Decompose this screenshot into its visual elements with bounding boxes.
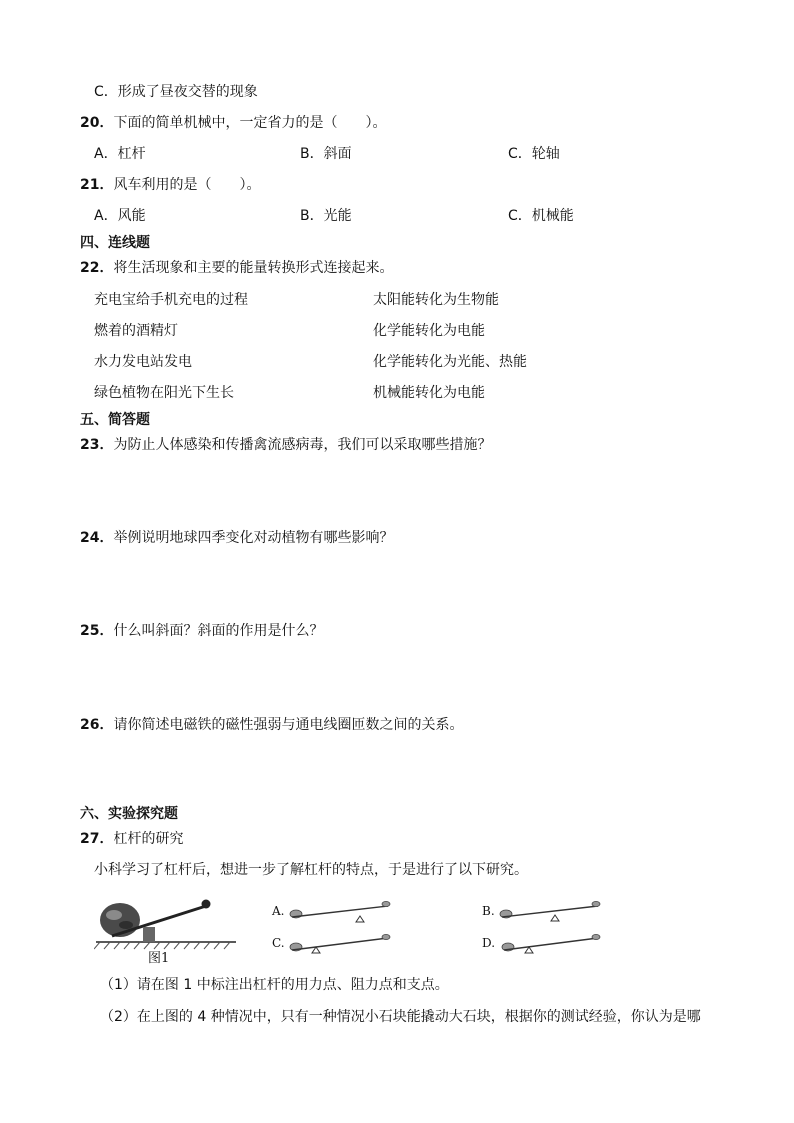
question-20-number: 20． [80, 115, 114, 131]
section-6-title: 六、实验探究题 [80, 806, 178, 822]
question-23-text: 为防止人体感染和传播禽流感病毒，我们可以采取哪些措施？ [113, 437, 492, 453]
q20-option-a: A．杠杆 [94, 146, 146, 162]
question-25-text: 什么叫斜面？斜面的作用是什么？ [113, 623, 324, 639]
question-21-number: 21． [80, 177, 114, 193]
small-stone-shape [382, 901, 390, 906]
match-right-item: 化学能转化为光能、热能 [373, 354, 527, 370]
section-4-title: 四、连线题 [80, 235, 150, 251]
question-25-number: 25． [80, 623, 114, 639]
fulcrum-triangle-shape [525, 947, 533, 953]
lever-option-d [482, 934, 600, 953]
fulcrum-block-shape [143, 927, 155, 942]
option-d-label: D. [482, 936, 496, 950]
q21-option-b: B．光能 [300, 208, 352, 224]
question-27-text: 杠杆的研究 [113, 831, 184, 847]
question-27-intro: 小科学习了杠杆后，想进一步了解杠杆的特点，于是进行了以下研究。 [94, 862, 528, 878]
q20-option-c: C．轮轴 [508, 146, 560, 162]
question-26 [80, 715, 463, 735]
q21-option-a: A．风能 [94, 208, 146, 224]
question-24-number: 24． [80, 530, 114, 546]
option-b-label: B. [482, 904, 495, 918]
match-left-item: 水力发电站发电 [94, 354, 192, 370]
match-left-item: 充电宝给手机充电的过程 [94, 292, 248, 308]
section-5-title: 五、简答题 [80, 412, 150, 428]
lever-option-c [272, 934, 390, 953]
question-27-sub-1: （1）请在图 1 中标注出杠杆的用力点、阻力点和支点。 [100, 977, 449, 993]
match-right-item: 太阳能转化为生物能 [373, 292, 499, 308]
option-a-label: A. [272, 904, 285, 918]
lever-figure [94, 892, 614, 964]
figure-1-lever-photo [94, 900, 236, 965]
question-22-text: 将生活现象和主要的能量转换形式连接起来。 [113, 260, 394, 276]
question-27-number: 27． [80, 831, 114, 847]
lever-option-b [482, 901, 600, 921]
question-27-sub-2: （2）在上图的 4 种情况中，只有一种情况小石块能撬动大石块，根据你的测试经验，你认为是哪 [100, 1009, 701, 1025]
match-left-item: 绿色植物在阳光下生长 [94, 385, 234, 401]
option-c-label: C. [272, 936, 285, 950]
q21-option-c: C．机械能 [508, 208, 574, 224]
figure-1-label: 图1 [148, 951, 170, 964]
lever-option-a [271, 901, 390, 922]
match-left-item: 燃着的酒精灯 [94, 323, 178, 339]
small-stone-shape [382, 934, 390, 939]
small-stone-shape [592, 934, 600, 939]
question-22 [80, 258, 393, 278]
question-26-number: 26． [80, 717, 114, 733]
question-25 [80, 621, 323, 641]
question-21-text: 风车利用的是（ ）。 [113, 177, 261, 193]
q19-option-c: C．形成了昼夜交替的现象 [94, 84, 258, 100]
question-27 [80, 829, 183, 849]
question-20-text: 下面的简单机械中，一定省力的是（ ）。 [113, 115, 387, 131]
match-right-item: 机械能转化为电能 [373, 385, 485, 401]
question-24-text: 举例说明地球四季变化对动植物有哪些影响？ [113, 530, 394, 546]
question-23-number: 23． [80, 437, 114, 453]
question-26-text: 请你简述电磁铁的磁性强弱与通电线圈匝数之间的关系。 [113, 717, 464, 733]
q20-option-b: B．斜面 [300, 146, 352, 162]
match-right-item: 化学能转化为电能 [373, 323, 485, 339]
question-22-number: 22． [80, 260, 114, 276]
fulcrum-triangle-shape [551, 915, 559, 921]
lever-figure-svg [94, 892, 614, 964]
question-21 [80, 175, 260, 195]
question-23 [80, 435, 491, 455]
question-20 [80, 113, 386, 133]
question-24 [80, 528, 393, 548]
small-stone-shape [592, 901, 600, 906]
fulcrum-triangle-shape [356, 916, 364, 922]
